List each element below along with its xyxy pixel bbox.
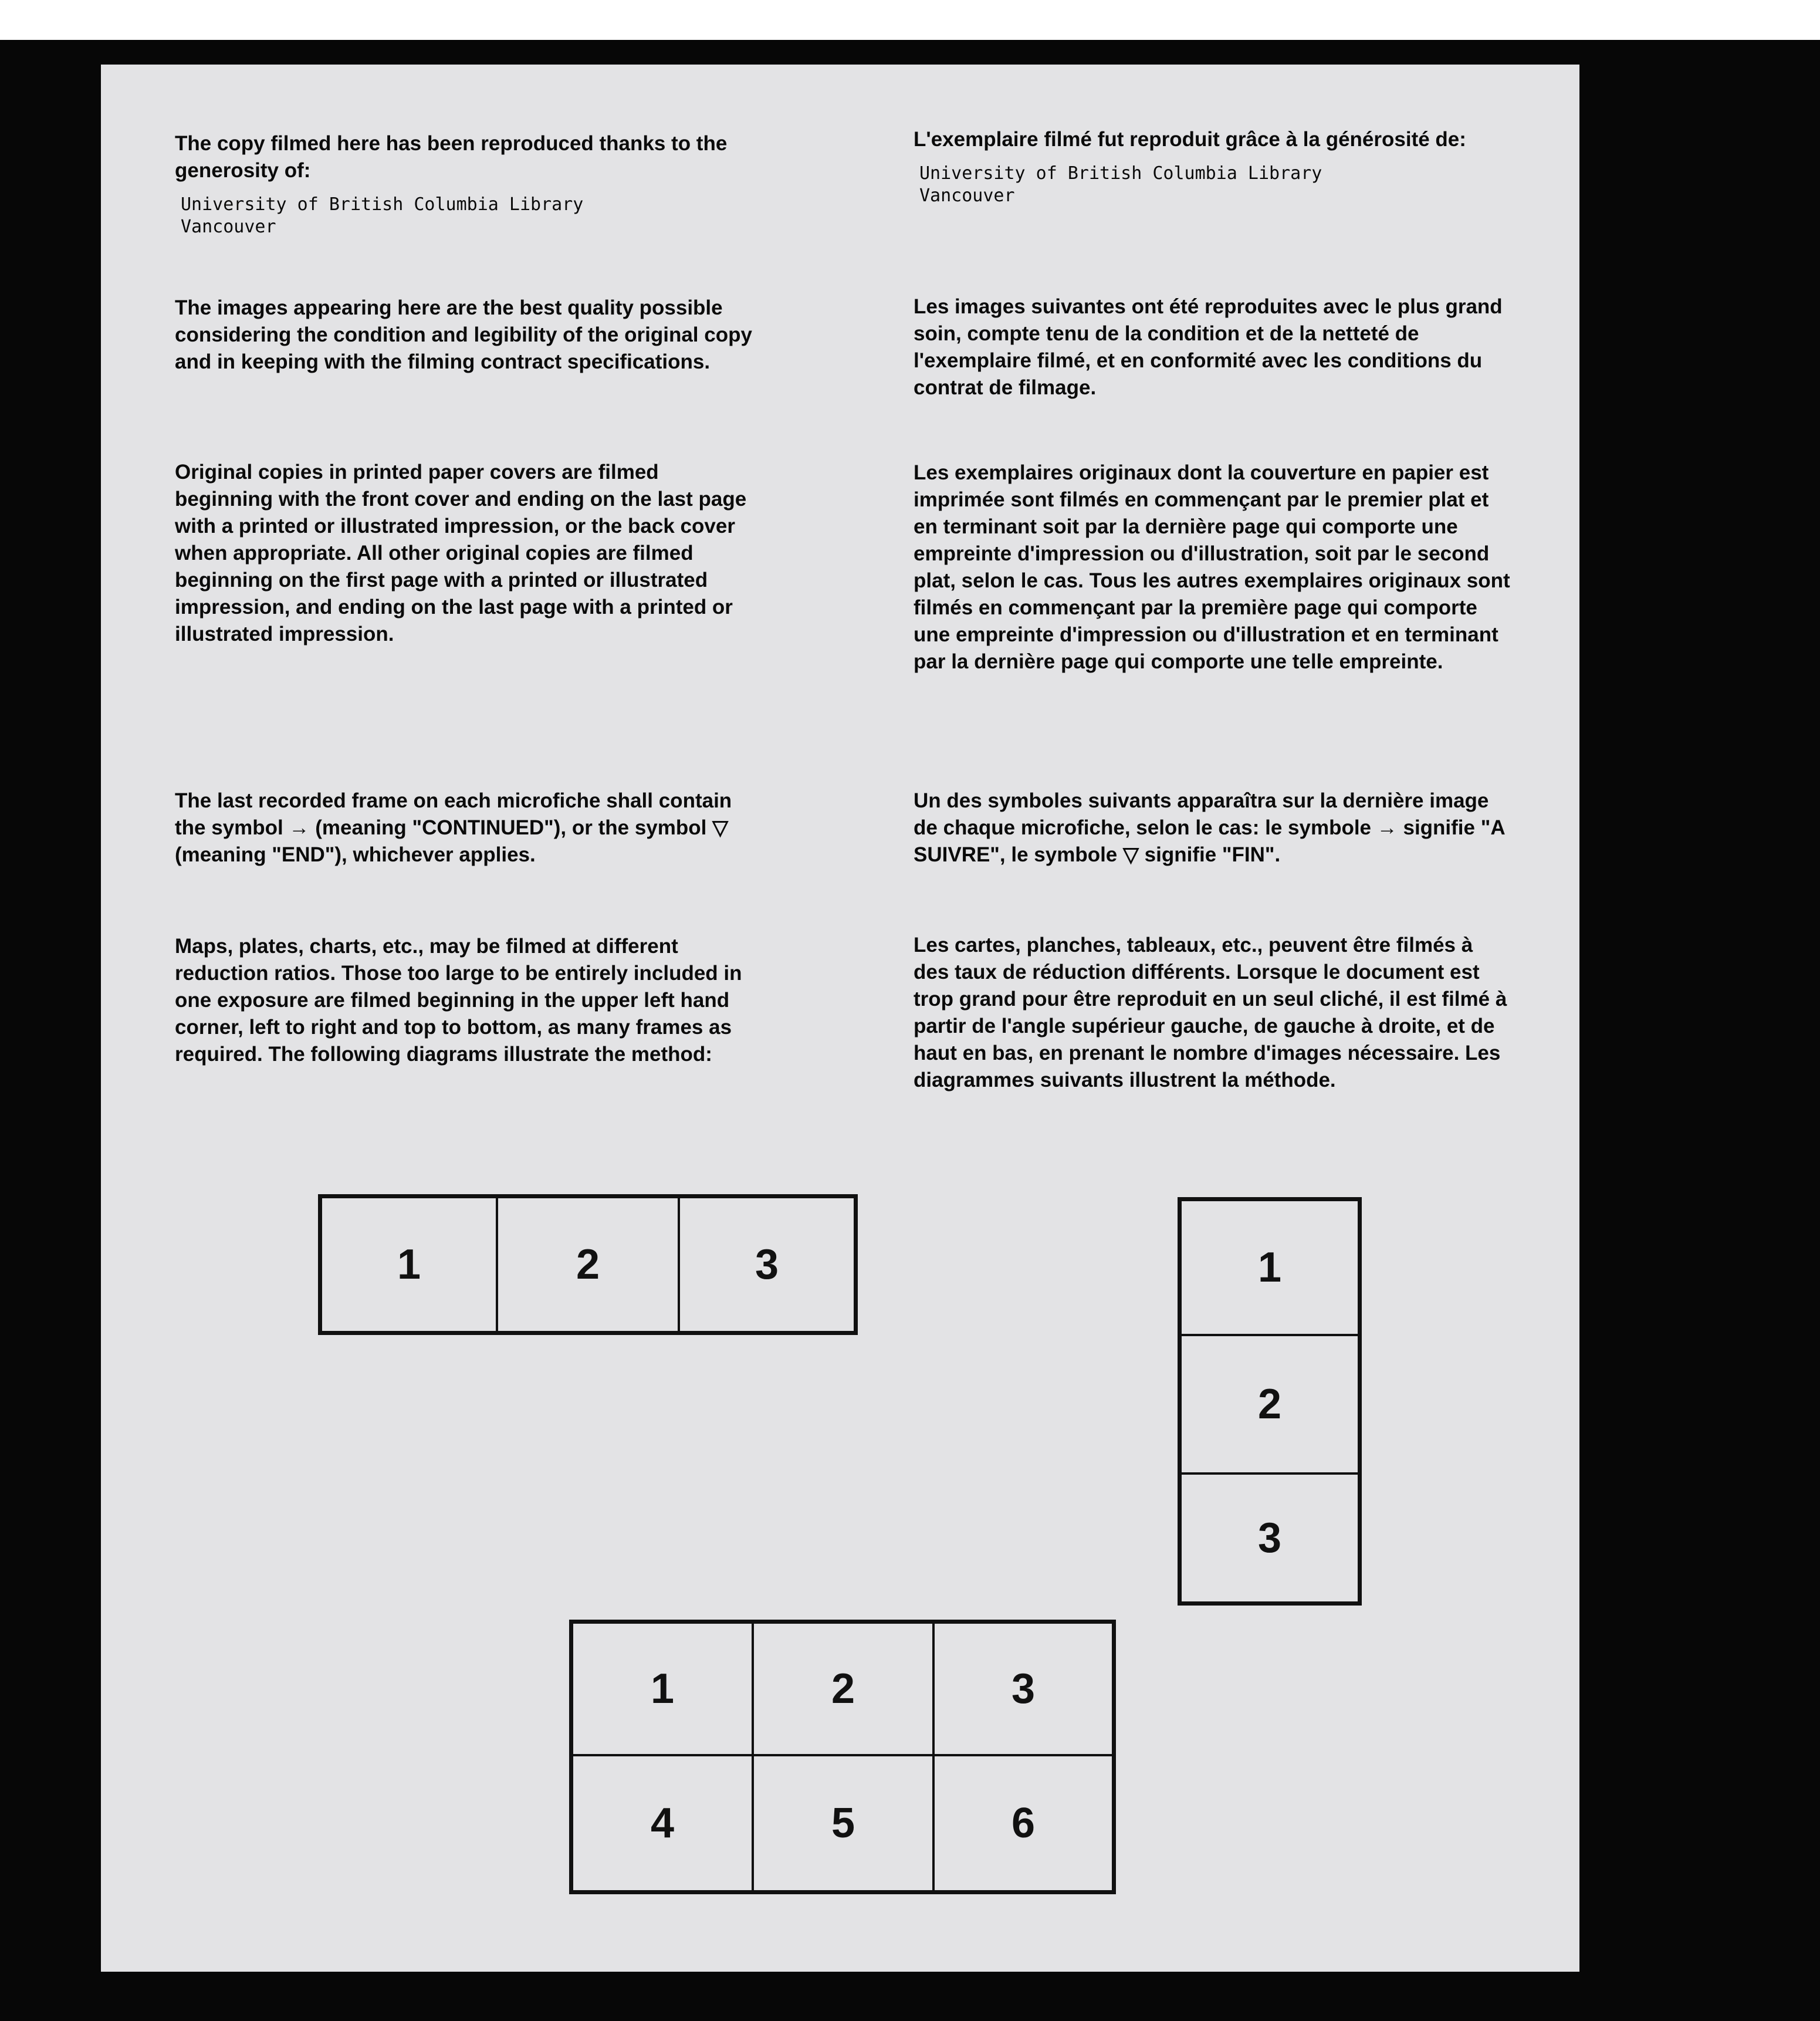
frame-cell: 6 (933, 1755, 1113, 1891)
acknowledgement-block-fr (914, 126, 1524, 207)
originals-paragraph-en: Original copies in printed paper covers are filmed beginning with the front cover and ending on the last page with a printed or illustrated impression, or the back cover when appropriate. All other original copies are filmed beginning on the first page with a printed or illustrated impression, and ending on the last page with a printed or illustrated impression. (175, 461, 747, 645)
quality-paragraph-fr: Les images suivantes ont été reproduites avec le plus grand soin, compte tenu de la condition et de la netteté de l'exemplaire filmé, et en conformité avec les conditions du contrat de filmage. (914, 295, 1503, 399)
frame-cell: 2 (753, 1623, 933, 1755)
symbols-text-fr-2: signifie "A SUIVRE", le symbole (914, 816, 1505, 866)
frame-cell: 1 (572, 1623, 753, 1755)
frame-cell: 4 (572, 1755, 753, 1891)
triangle-down-icon: ▽ (1123, 843, 1139, 866)
acknowledgement-text-fr: L'exemplaire filmé fut reproduit grâce à la générosité de: (914, 128, 1466, 151)
frame-cell: 5 (753, 1755, 933, 1891)
diagram-grid (569, 1620, 1116, 1894)
frame-cell: 3 (933, 1623, 1113, 1755)
arrow-right-icon: → (1376, 816, 1398, 839)
frame-cell: 3 (679, 1197, 855, 1332)
diagram-horizontal (318, 1194, 858, 1335)
diagram-vertical (1178, 1197, 1362, 1606)
scan-top-edge (0, 0, 1820, 40)
library-city-en: Vancouver (181, 217, 276, 237)
library-city-fr: Vancouver (919, 185, 1015, 206)
acknowledgement-text-en: The copy filmed here has been reproduced thanks to the generosity of: (175, 132, 728, 182)
symbols-paragraph-en (175, 788, 762, 868)
arrow-right-icon: → (289, 816, 310, 839)
frame-cell: 2 (497, 1197, 679, 1332)
frame-cell: 2 (1180, 1335, 1359, 1473)
frame-cell: 1 (1180, 1200, 1359, 1335)
originals-paragraph-fr: Les exemplaires originaux dont la couverture en papier est imprimée sont filmés en commençant par le premier plat et en terminant soit par la dernière page qui comporte une empreinte d'impression ou d'illustration, soit par le second plat, selon le cas. Tous les autres exemplaires originaux sont filmés en commençant par la première page qui comporte une empreinte d'impression ou d'illustration et en terminant par la dernière page qui comporte une telle empreinte. (914, 461, 1510, 673)
library-name-fr: University of British Columbia Library (919, 163, 1322, 184)
acknowledgement-block-en (175, 130, 785, 238)
symbols-text-en-2: (meaning "CONTINUED"), or the symbol (315, 816, 707, 839)
quality-paragraph-en: The images appearing here are the best quality possible considering the condition and legibility of the original copy and in keeping with the filming contract specifications. (175, 296, 752, 373)
frame-cell: 3 (1180, 1473, 1359, 1603)
maps-paragraph-en: Maps, plates, charts, etc., may be filmed at different reduction ratios. Those too large to be entirely included in one exposure are filmed beginning in the upper left hand corner, left to right and top to bottom, as many frames as required. The following diagrams illustrate the method: (175, 935, 742, 1066)
maps-paragraph-fr: Les cartes, planches, tableaux, etc., peuvent être filmés à des taux de réduction différents. Lorsque le document est trop grand pour être reproduit en un seul cliché, il est filmé à partir de l'angle supérieur gauche, de gauche à droite, et de haut en bas, en prenant le nombre d'images nécessaire. Les diagrammes suivants illustrent la méthode. (914, 934, 1507, 1091)
triangle-down-icon: ▽ (712, 816, 729, 839)
symbols-text-fr-3: signifie "FIN". (1144, 843, 1281, 866)
symbols-paragraph-fr (914, 788, 1512, 868)
symbols-text-en-3: (meaning "END"), whichever applies. (175, 843, 536, 866)
symbols-text-fr-1: Un des symboles suivants apparaîtra sur la dernière image de chaque microfiche, selon le cas: le symbole (914, 789, 1489, 839)
frame-cell: 1 (321, 1197, 497, 1332)
symbols-text-en-1: The last recorded frame on each microfiche shall contain the symbol (175, 789, 732, 839)
microfiche-target-page (101, 65, 1579, 1972)
library-name-en: University of British Columbia Library (181, 194, 584, 215)
